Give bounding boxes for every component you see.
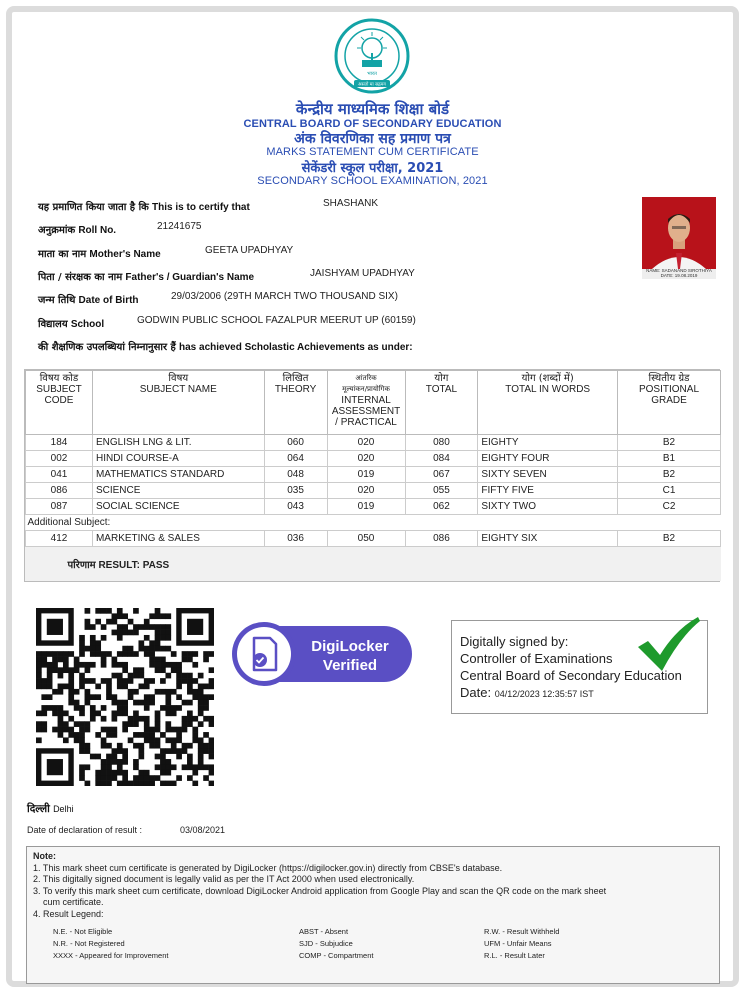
certify-label <box>38 199 250 213</box>
theory-marks: 064 <box>264 451 327 467</box>
note-item: 4. Result Legend: <box>33 908 104 919</box>
total-in-words: SIXTY SEVEN <box>478 467 618 483</box>
photo-caption <box>642 269 716 279</box>
subject-name: MARKETING & SALES <box>92 531 264 547</box>
student-photo <box>642 197 716 279</box>
roll-label-hindi: अनुक्रमांक <box>38 225 76 236</box>
qr-finder-pattern <box>47 619 63 635</box>
mother-name: GEETA UPADHYAY <box>205 245 294 256</box>
total-in-words: FIFTY FIVE <box>478 483 618 499</box>
total-in-words: EIGHTY <box>478 435 618 451</box>
internal-marks: 020 <box>327 451 405 467</box>
subject-code: 184 <box>26 435 93 451</box>
positional-grade: B2 <box>618 531 721 547</box>
internal-marks: 019 <box>327 467 405 483</box>
note-item: 1. This mark sheet cum certificate is generated by DigiLocker (https://digilocker.gov.in) directly from CBSE's database. <box>33 862 503 873</box>
theory-marks: 060 <box>264 435 327 451</box>
total-marks: 062 <box>405 499 478 515</box>
theory-marks: 035 <box>264 483 327 499</box>
subject-name: ENGLISH LNG & LIT. <box>92 435 264 451</box>
header-subject-code: विषय कोड SUBJECT CODE <box>26 371 93 435</box>
digilocker-verified-text: Verified <box>322 657 378 674</box>
achievement-label-english: has achieved Scholastic Achievements as under: <box>179 342 413 353</box>
header-positional-grade: स्थितीय ग्रेड POSITIONAL GRADE <box>618 371 721 435</box>
subject-name: HINDI COURSE-A <box>92 451 264 467</box>
exam-title-hindi: सेकेंडरी स्कूल परीक्षा, 2021 <box>301 161 444 176</box>
signature-signer: Controller of Examinations <box>460 651 613 666</box>
signature-heading: Digitally signed by: <box>460 634 569 649</box>
school-label-english: School <box>70 319 105 330</box>
header-total: योग TOTAL <box>405 371 478 435</box>
document-title-english: MARKS STATEMENT CUM CERTIFICATE <box>266 146 479 158</box>
header-theory: लिखित THEORY <box>264 371 327 435</box>
table-row <box>26 483 721 499</box>
dob-label-hindi: जन्म तिथि <box>38 295 76 306</box>
date-of-birth: 29/03/2006 (29TH MARCH TWO THOUSAND SIX) <box>171 291 398 302</box>
positional-grade: B2 <box>618 467 721 483</box>
subject-name: SCIENCE <box>92 483 264 499</box>
dob-label-english: Date of Birth <box>78 295 139 306</box>
theory-marks: 043 <box>264 499 327 515</box>
total-marks: 055 <box>405 483 478 499</box>
positional-grade: B2 <box>618 435 721 451</box>
mother-label-english: Mother's Name <box>89 249 161 260</box>
subject-name: MATHEMATICS STANDARD <box>92 467 264 483</box>
legend-item: ABST - Absent <box>299 927 349 936</box>
internal-marks: 050 <box>327 531 405 547</box>
digilocker-verified-badge <box>230 620 414 688</box>
father-label-hindi: पिता / संरक्षक का नाम <box>38 272 123 283</box>
roll-number: 21241675 <box>157 221 202 232</box>
legend-item: UFM - Unfair Means <box>484 939 552 948</box>
total-marks: 086 <box>405 531 478 547</box>
total-marks: 084 <box>405 451 478 467</box>
subject-code: 412 <box>26 531 93 547</box>
marks-table <box>25 370 721 581</box>
positional-grade: B1 <box>618 451 721 467</box>
legend-item: N.R. - Not Registered <box>53 939 125 948</box>
result-label-hindi: परिणाम <box>67 559 96 571</box>
internal-marks: 020 <box>327 435 405 451</box>
note-item: 2. This digitally signed document is legally valid as per the IT Act 2000 when used electronically. <box>33 874 415 884</box>
digilocker-title: DigiLocker <box>311 638 389 655</box>
total-marks: 067 <box>405 467 478 483</box>
subject-code: 086 <box>26 483 93 499</box>
student-name: SHASHANK <box>323 198 379 209</box>
total-in-words: EIGHTY SIX <box>478 531 618 547</box>
mother-label <box>38 246 161 260</box>
digital-signature-box <box>451 620 708 714</box>
subject-code: 087 <box>26 499 93 515</box>
signature-date-line <box>460 684 594 703</box>
subject-code: 041 <box>26 467 93 483</box>
place-hindi: दिल्ली <box>27 803 50 815</box>
theory-marks: 048 <box>264 467 327 483</box>
green-checkmark-icon <box>636 617 702 673</box>
qr-finder-pattern <box>187 619 203 635</box>
subject-code: 002 <box>26 451 93 467</box>
theory-marks: 036 <box>264 531 327 547</box>
legend-item: N.E. - Not Eligible <box>53 927 113 936</box>
exam-title-english: SECONDARY SCHOOL EXAMINATION, 2021 <box>257 175 488 187</box>
father-label-english: Father's / Guardian's Name <box>125 272 255 283</box>
cbse-emblem-icon <box>334 18 410 94</box>
place-line <box>27 802 74 816</box>
school-name: GODWIN PUBLIC SCHOOL FAZALPUR MEERUT UP (60159) <box>137 315 416 326</box>
emblem-motto-text: असतो मा सद्गमय <box>358 82 386 88</box>
document-title-hindi: अंक विवरणिका सह प्रमाण पत्र <box>294 131 451 147</box>
qr-finder-pattern <box>47 759 63 775</box>
note-item: 3. To verify this mark sheet cum certificate, download DigiLocker Android application from Google Play and scan the QR code on the mark sheet <box>33 885 607 896</box>
school-label <box>38 316 104 330</box>
photo-caption-name: NAME: SADANAND SIROTHIYA <box>646 268 712 273</box>
photo-caption-date: DATE: 19.08.2019 <box>660 272 698 278</box>
table-header-row <box>26 371 721 435</box>
legend-item: R.W. - Result Withheld <box>484 927 560 936</box>
board-name-english: CENTRAL BOARD OF SECONDARY EDUCATION <box>243 118 502 130</box>
internal-marks: 020 <box>327 483 405 499</box>
signature-date-label: Date: <box>460 685 492 700</box>
signature-date-value: 04/12/2023 12:35:57 IST <box>494 689 594 699</box>
table-row <box>26 451 721 467</box>
place-english: Delhi <box>53 804 74 814</box>
dob-label <box>38 292 139 306</box>
internal-marks: 019 <box>327 499 405 515</box>
note-item: cum certificate. <box>43 897 104 907</box>
legend-item: SJD - Subjudice <box>299 939 353 948</box>
result-text: RESULT: PASS <box>98 559 170 571</box>
school-label-hindi: विद्यालय <box>38 319 68 330</box>
header-subject-name: विषय SUBJECT NAME <box>92 371 264 435</box>
header-total-in-words: योग (शब्दों में) TOTAL IN WORDS <box>478 371 618 435</box>
table-row <box>26 435 721 451</box>
positional-grade: C1 <box>618 483 721 499</box>
legend-item: COMP - Compartment <box>299 951 374 960</box>
additional-subject-row <box>26 515 721 531</box>
digilocker-document-icon <box>253 638 276 670</box>
header-internal-assessment: आंतरिक मूल्यांकन/प्रायोगिक INTERNAL ASSESSMENT / PRACTICAL <box>327 371 405 435</box>
result-row <box>26 547 721 581</box>
table-row <box>26 499 721 515</box>
mother-label-hindi: माता का नाम <box>38 249 87 260</box>
total-marks: 080 <box>405 435 478 451</box>
total-in-words: SIXTY TWO <box>478 499 618 515</box>
roll-label <box>38 222 116 236</box>
marks-table-panel <box>24 369 720 582</box>
total-in-words: EIGHTY FOUR <box>478 451 618 467</box>
notes-title: Note: <box>33 851 56 861</box>
achievement-label-hindi: की शैक्षणिक उपलब्धियां निम्नानुसार हैं <box>38 342 176 353</box>
roll-label-english: Roll No. <box>78 225 117 236</box>
achievement-label <box>38 339 413 353</box>
qr-code[interactable] <box>36 608 214 786</box>
notes-box <box>26 846 720 984</box>
certify-label-hindi: यह प्रमाणित किया जाता है कि <box>38 202 149 213</box>
table-row <box>26 467 721 483</box>
emblem-inner-text: भारत <box>367 71 377 77</box>
father-name: JAISHYAM UPADHYAY <box>310 268 415 279</box>
positional-grade: C2 <box>618 499 721 515</box>
father-label <box>38 269 254 283</box>
student-portrait-icon <box>642 197 716 279</box>
table-row <box>26 531 721 547</box>
board-name-hindi: केन्द्रीय माध्यमिक शिक्षा बोर्ड <box>295 100 450 118</box>
result-cell <box>26 547 721 581</box>
additional-subject-label: Additional Subject: <box>26 515 721 531</box>
certify-label-english: This is to certify that <box>152 202 250 213</box>
legend-item: XXXX - Appeared for Improvement <box>53 951 169 960</box>
legend-item: R.L. - Result Later <box>484 951 545 960</box>
declaration-label: Date of declaration of result : <box>27 825 143 835</box>
signature-organization: Central Board of Secondary Education <box>460 668 682 683</box>
declaration-date: 03/08/2021 <box>180 825 226 835</box>
subject-name: SOCIAL SCIENCE <box>92 499 264 515</box>
